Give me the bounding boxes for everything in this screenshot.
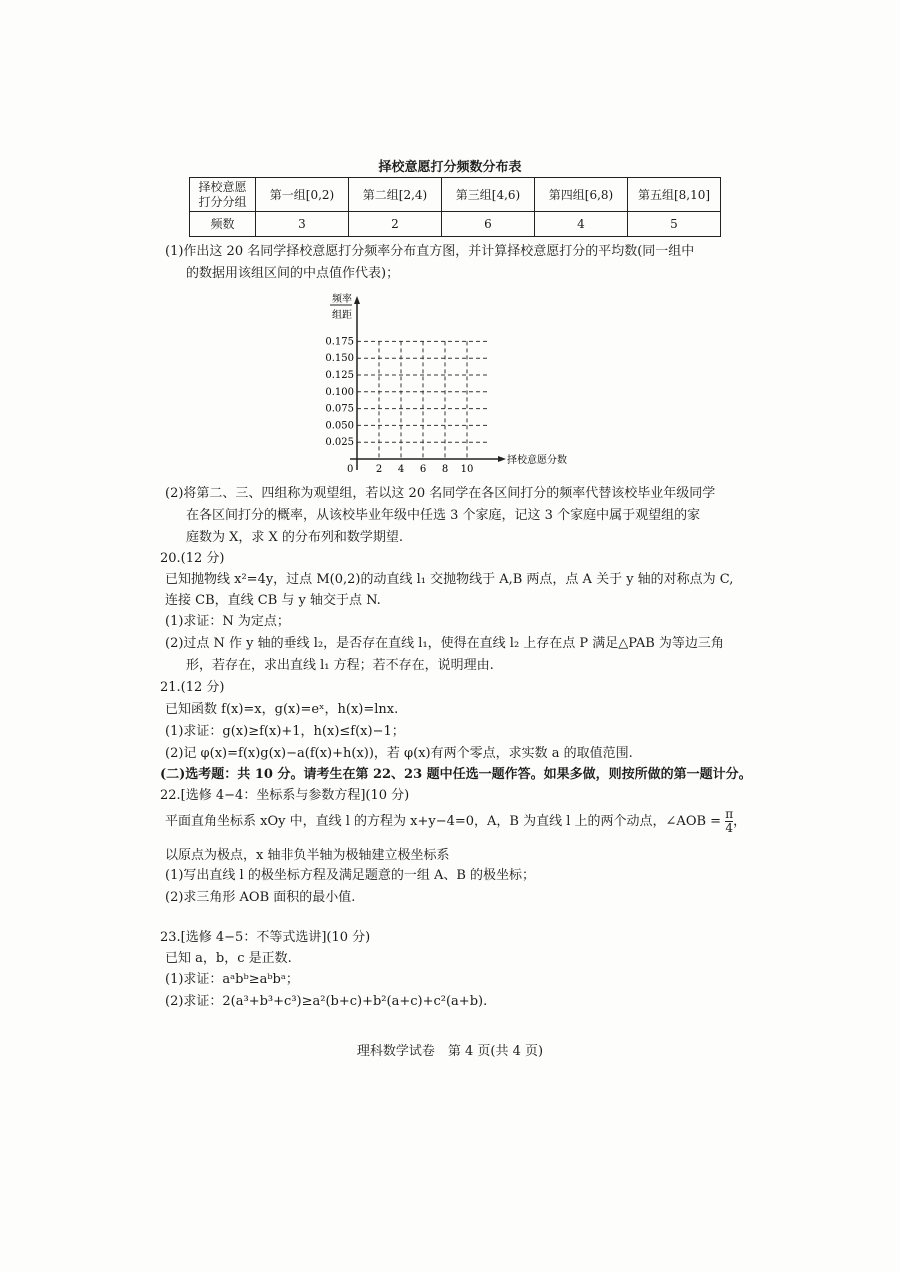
pi-over-4-fraction bbox=[725, 808, 733, 835]
section2-heading: (二)选考题：共 10 分。请考生在第 22、23 题中任选一题作答。如果多做，则按所做的第一题计分。 bbox=[160, 767, 752, 782]
q20-part2-line1: (2)过点 N 作 y 轴的垂线 l₂，是否存在直线 l₁，使得在直线 l₂ 上存在点 P 满足△PAB 为等边三角 bbox=[165, 636, 724, 651]
y-tick-label: 0.150 bbox=[325, 353, 354, 365]
count-cell: 5 bbox=[628, 212, 721, 237]
q19-part1-line2: 的数据用该组区间的中点值作代表)； bbox=[186, 266, 400, 281]
q23-heading: 23.[选修 4−5：不等式选讲](10 分) bbox=[160, 930, 371, 945]
q22-line2: 以原点为极点，x 轴非负半轴为极轴建立极坐标系 bbox=[165, 848, 450, 863]
group-cell: 第五组[8,10] bbox=[628, 178, 721, 212]
q19-part2-line1: (2)将第二、三、四组称为观望组，若以这 20 名同学在各区间打分的频率代替该校毕业年级同学 bbox=[165, 486, 716, 501]
q21-heading: 21.(12 分) bbox=[160, 680, 225, 695]
q23-part2: (2)求证：2(a³+b³+c³)≥a²(b+c)+b²(a+c)+c²(a+b). bbox=[165, 994, 488, 1009]
count-cell: 4 bbox=[535, 212, 628, 237]
q19-part1-line1: (1)作出这 20 名同学择校意愿打分频率分布直方图，并计算择校意愿打分的平均数(同一组中 bbox=[165, 244, 695, 259]
x-tick-label: 4 bbox=[397, 464, 405, 475]
q20-heading: 20.(12 分) bbox=[160, 551, 225, 566]
origin-label: 0 bbox=[347, 464, 354, 475]
frequency-table bbox=[189, 177, 721, 237]
fraction-numerator: π bbox=[725, 807, 734, 821]
row-header-count: 频数 bbox=[190, 212, 256, 237]
q20-part2-line2: 形，若存在，求出直线 l₁ 方程；若不存在，说明理由. bbox=[186, 658, 494, 673]
group-cell: 第一组[0,2) bbox=[256, 178, 349, 212]
q19-part2-line3: 庭数为 X，求 X 的分布列和数学期望. bbox=[186, 530, 404, 545]
x-tick-label: 6 bbox=[419, 464, 427, 475]
q20-line1: 已知抛物线 x²=4y，过点 M(0,2)的动直线 l₁ 交抛物线于 A,B 两点，点 A 关于 y 轴的对称点为 C, bbox=[165, 572, 734, 587]
row-header-group: 择校意愿打分分组 bbox=[190, 178, 256, 212]
q19-part2-line2: 在各区间打分的概率，从该校毕业年级中任选 3 个家庭，记这 3 个家庭中属于观望组的家 bbox=[186, 508, 701, 523]
group-cell: 第二组[2,4) bbox=[349, 178, 442, 212]
q22-part2: (2)求三角形 AOB 面积的最小值. bbox=[165, 890, 356, 905]
x-axis-arrow bbox=[498, 456, 506, 462]
q23-line1: 已知 a，b，c 是正数. bbox=[165, 951, 292, 966]
q22-line1-end: ， bbox=[733, 814, 747, 829]
q22-part1: (1)写出直线 l 的极坐标方程及满足题意的一组 A、B 的极坐标； bbox=[165, 868, 536, 883]
q22-line1 bbox=[165, 808, 746, 835]
q20-part1: (1)求证：N 为定点； bbox=[165, 614, 290, 629]
y-tick-label: 0.050 bbox=[325, 420, 354, 432]
count-cell: 3 bbox=[256, 212, 349, 237]
y-axis-arrow bbox=[354, 296, 360, 304]
count-cell: 6 bbox=[442, 212, 535, 237]
x-tick-label: 8 bbox=[441, 464, 449, 475]
x-tick-label: 10 bbox=[460, 464, 474, 475]
ylabel-top: 频率 bbox=[332, 294, 352, 305]
fraction-denominator: 4 bbox=[725, 821, 733, 835]
q22-heading: 22.[选修 4−4：坐标系与参数方程](10 分) bbox=[160, 788, 410, 803]
xlabel: 择校意愿分数 bbox=[507, 455, 567, 466]
y-tick-label: 0.025 bbox=[325, 437, 354, 449]
x-tick-label: 2 bbox=[375, 464, 383, 475]
group-cell: 第四组[6,8) bbox=[535, 178, 628, 212]
q21-part2: (2)记 φ(x)=f(x)g(x)−a(f(x)+h(x))，若 φ(x)有两个零点，求实数 a 的取值范围. bbox=[165, 746, 633, 761]
group-cell: 第三组[4,6) bbox=[442, 178, 535, 212]
q22-line1-text: 平面直角坐标系 xOy 中，直线 l 的方程为 x+y−4=0，A，B 为直线 l 上的两个动点，∠AOB = bbox=[165, 814, 722, 829]
q21-part1: (1)求证：g(x)≥f(x)+1，h(x)≤f(x)−1； bbox=[165, 724, 405, 739]
y-tick-label: 0.075 bbox=[325, 403, 354, 415]
y-tick-label: 0.175 bbox=[325, 336, 354, 348]
y-tick-label: 0.125 bbox=[325, 370, 354, 381]
y-tick-label: 0.100 bbox=[325, 386, 354, 398]
table-title: 择校意愿打分频数分布表 bbox=[378, 160, 522, 175]
q21-line1: 已知函数 f(x)=x，g(x)=eˣ，h(x)=lnx. bbox=[165, 702, 399, 717]
histogram-grid bbox=[310, 290, 610, 480]
count-cell: 2 bbox=[349, 212, 442, 237]
page-footer: 理科数学试卷 第 4 页(共 4 页) bbox=[356, 1044, 544, 1059]
q20-line2: 连接 CB，直线 CB 与 y 轴交于点 N. bbox=[165, 593, 381, 608]
q23-part1: (1)求证：aᵃbᵇ≥aᵇbᵃ； bbox=[165, 972, 299, 987]
ylabel-bottom: 组距 bbox=[332, 310, 352, 321]
